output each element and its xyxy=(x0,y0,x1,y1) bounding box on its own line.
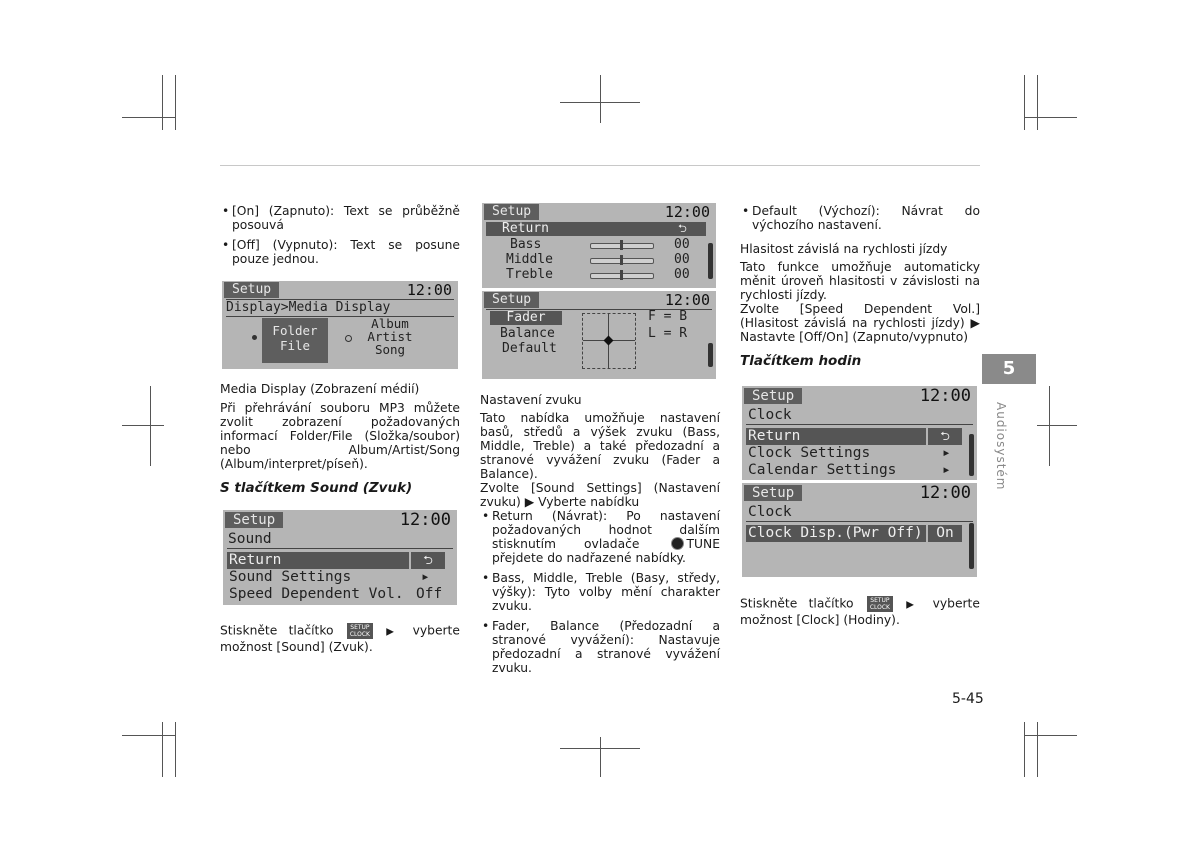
setup-tab: Setup xyxy=(484,292,539,308)
column-1-bottom xyxy=(220,623,460,654)
screen-media-display xyxy=(222,281,458,369)
page-number: 5-45 xyxy=(952,691,984,707)
menu-item-fader[interactable]: Fader xyxy=(490,311,562,325)
crop-mark xyxy=(1024,117,1077,118)
chevron-right-icon: ▸ xyxy=(942,462,951,478)
tune-knob-icon xyxy=(671,537,684,550)
menu-item-clock-disp[interactable]: Clock Disp.(Pwr Off) xyxy=(746,525,926,542)
menu-item-return[interactable]: Return xyxy=(746,428,926,445)
menu-item-clock-settings[interactable]: Clock Settings xyxy=(748,445,871,461)
radio-folder-file[interactable] xyxy=(252,335,257,340)
menu-item-calendar-settings[interactable]: Calendar Settings xyxy=(748,462,897,478)
option-folder-file[interactable]: Folder File xyxy=(262,318,328,363)
crop-mark xyxy=(600,75,601,123)
crop-mark xyxy=(1024,735,1077,736)
sound-settings-text: Tato nabídka umožňuje nastavení basů, středů a výšek zvuku (Bass, Middle, Treble) a také předozadní a stranové vyvážení zvuku (Fader a Balance). xyxy=(480,411,720,481)
middle-slider-knob[interactable] xyxy=(620,255,623,265)
eq-value-middle: 00 xyxy=(674,252,690,267)
setup-clock-button-icon: SETUP CLOCK xyxy=(867,596,893,612)
bullet-fader-balance: • Fader, Balance (Předozadní a stranové vyvážení): Nastavuje předozadní a stranové vyvážení zvuku. xyxy=(480,619,720,675)
crop-mark xyxy=(122,425,164,426)
chapter-label: Audiosystém xyxy=(994,402,1008,491)
eq-label-treble: Treble xyxy=(506,267,553,282)
bass-slider-knob[interactable] xyxy=(620,240,623,250)
bullet-return: • Return (Návrat): Po nastavení požadovaných hodnot dalším stisknutím ovladače TUNE přejdete do nadřazené nabídky. xyxy=(480,509,720,565)
setup-tab: Setup xyxy=(224,282,279,298)
chapter-tab: 5 xyxy=(982,354,1036,384)
crop-mark xyxy=(122,117,175,118)
setup-tab: Setup xyxy=(744,485,802,501)
sound-settings-heading: Nastavení zvuku xyxy=(480,393,582,407)
clock-time: 12:00 xyxy=(399,510,451,530)
scrollbar[interactable] xyxy=(969,523,974,569)
select-sound-settings: Zvolte [Sound Settings] (Nastavení zvuku) ▶ Vyberte nabídku xyxy=(480,481,720,509)
screen-sound xyxy=(223,510,457,605)
screen-title: Clock xyxy=(748,407,792,423)
clock-time: 12:00 xyxy=(919,483,971,503)
crop-mark xyxy=(1037,75,1038,130)
screen-title: Clock xyxy=(748,504,792,520)
menu-item-speed-dependent-vol[interactable]: Speed Dependent Vol. xyxy=(229,586,404,602)
crop-mark xyxy=(1049,386,1050,466)
fader-balance-grid[interactable] xyxy=(582,313,636,369)
clock-time: 12:00 xyxy=(664,291,710,309)
crop-mark xyxy=(150,386,151,466)
scrollbar[interactable] xyxy=(969,434,974,476)
speed-dependent-heading: Hlasitost závislá na rychlosti jízdy xyxy=(740,242,948,256)
setup-tab: Setup xyxy=(744,388,802,404)
setup-tab: Setup xyxy=(225,512,283,528)
scrollbar[interactable] xyxy=(708,343,713,367)
screen-fader-balance xyxy=(482,291,716,379)
column-3 xyxy=(740,204,980,368)
menu-path: Display>Media Display xyxy=(226,300,391,315)
menu-item-default[interactable]: Default xyxy=(502,341,557,356)
menu-item-return[interactable]: Return xyxy=(486,222,706,236)
screen-sound-settings xyxy=(482,203,716,288)
balance-value: L = R xyxy=(648,326,688,341)
bullet-bass-middle-treble: • Bass, Middle, Treble (Basy, středy, výšky): Tyto volby mění charakter zvuku. xyxy=(480,571,720,613)
radio-album-artist-song[interactable] xyxy=(345,335,352,342)
crop-mark xyxy=(560,102,640,103)
bullet-default: • Default (Výchozí): Návrat do výchozího nastavení. xyxy=(740,204,980,232)
media-display-heading: Media Display (Zobrazení médií) xyxy=(220,382,420,396)
header-rule xyxy=(220,165,980,166)
treble-slider-knob[interactable] xyxy=(620,270,623,280)
setup-tab: Setup xyxy=(484,204,539,220)
column-1 xyxy=(220,204,460,266)
press-sound-instruction: Stiskněte tlačítko SETUP CLOCK ▶ vyberte možnost [Sound] (Zvuk). xyxy=(220,623,460,654)
crop-mark xyxy=(175,722,176,777)
crop-mark xyxy=(1024,75,1025,130)
screen-clock-display xyxy=(742,483,977,577)
screen-title: Sound xyxy=(228,531,272,547)
balance-point xyxy=(604,336,614,346)
speed-dependent-text: Tato funkce umožňuje automaticky měnit úroveň hlasitosti v závislosti na rychlosti jízdy. xyxy=(740,260,980,302)
crop-mark xyxy=(1037,722,1038,777)
eq-value-bass: 00 xyxy=(674,237,690,252)
sound-section-heading: S tlačítkem Sound (Zvuk) xyxy=(220,480,413,496)
return-icon: ⮌ xyxy=(678,222,687,235)
menu-item-sound-settings[interactable]: Sound Settings xyxy=(229,569,352,585)
crop-mark xyxy=(600,737,601,777)
eq-value-treble: 00 xyxy=(674,267,690,282)
crop-mark xyxy=(175,75,176,130)
chevron-right-icon: ▸ xyxy=(421,569,430,585)
column-2 xyxy=(480,393,720,675)
menu-item-return[interactable]: Return xyxy=(227,552,409,569)
clock-time: 12:00 xyxy=(406,281,452,299)
bullet-on: • [On] (Zapnuto): Text se průběžně posouvá xyxy=(220,204,460,232)
crop-mark xyxy=(1024,722,1025,777)
menu-item-balance[interactable]: Balance xyxy=(500,326,555,341)
fader-value: F = B xyxy=(648,309,688,324)
return-icon[interactable]: ⮌ xyxy=(928,428,962,445)
crop-mark xyxy=(1037,425,1077,426)
crop-mark xyxy=(162,75,163,130)
clock-section-heading: Tlačítkem hodin xyxy=(740,353,862,369)
crop-mark xyxy=(122,735,175,736)
speed-dependent-value: Off xyxy=(416,586,443,602)
setup-clock-button-icon: SETUP CLOCK xyxy=(347,623,373,639)
column-1-lower xyxy=(220,382,460,495)
option-album-artist-song[interactable]: Album Artist Song xyxy=(367,316,413,357)
clock-time: 12:00 xyxy=(664,203,710,221)
chevron-right-icon: ▸ xyxy=(942,445,951,461)
crop-mark xyxy=(162,722,163,777)
clock-time: 12:00 xyxy=(919,386,971,406)
clock-disp-value[interactable]: On xyxy=(928,525,962,542)
return-icon[interactable]: ⮌ xyxy=(411,552,445,569)
eq-label-bass: Bass xyxy=(510,237,542,252)
screen-clock-menu xyxy=(742,386,977,480)
speed-dependent-select: Zvolte [Speed Dependent Vol.] (Hlasitost závislá na rychlosti jízdy) ▶ Nastavte [Off/On] (Zapnuto/vypnuto) xyxy=(740,302,980,344)
scrollbar[interactable] xyxy=(708,243,713,279)
press-clock-instruction: Stiskněte tlačítko SETUP CLOCK ▶ vyberte možnost [Clock] (Hodiny). xyxy=(740,596,980,627)
eq-label-middle: Middle xyxy=(506,252,553,267)
bullet-off: • [Off] (Vypnuto): Text se posune pouze jednou. xyxy=(220,238,460,266)
crop-mark xyxy=(560,748,640,749)
media-display-text: Při přehrávání souboru MP3 můžete zvolit zobrazení požadovaných informací Folder/File (Složka/soubor) nebo Album/Artist/Song (Album/interpret/píseň). xyxy=(220,401,460,471)
column-3-bottom xyxy=(740,596,980,627)
